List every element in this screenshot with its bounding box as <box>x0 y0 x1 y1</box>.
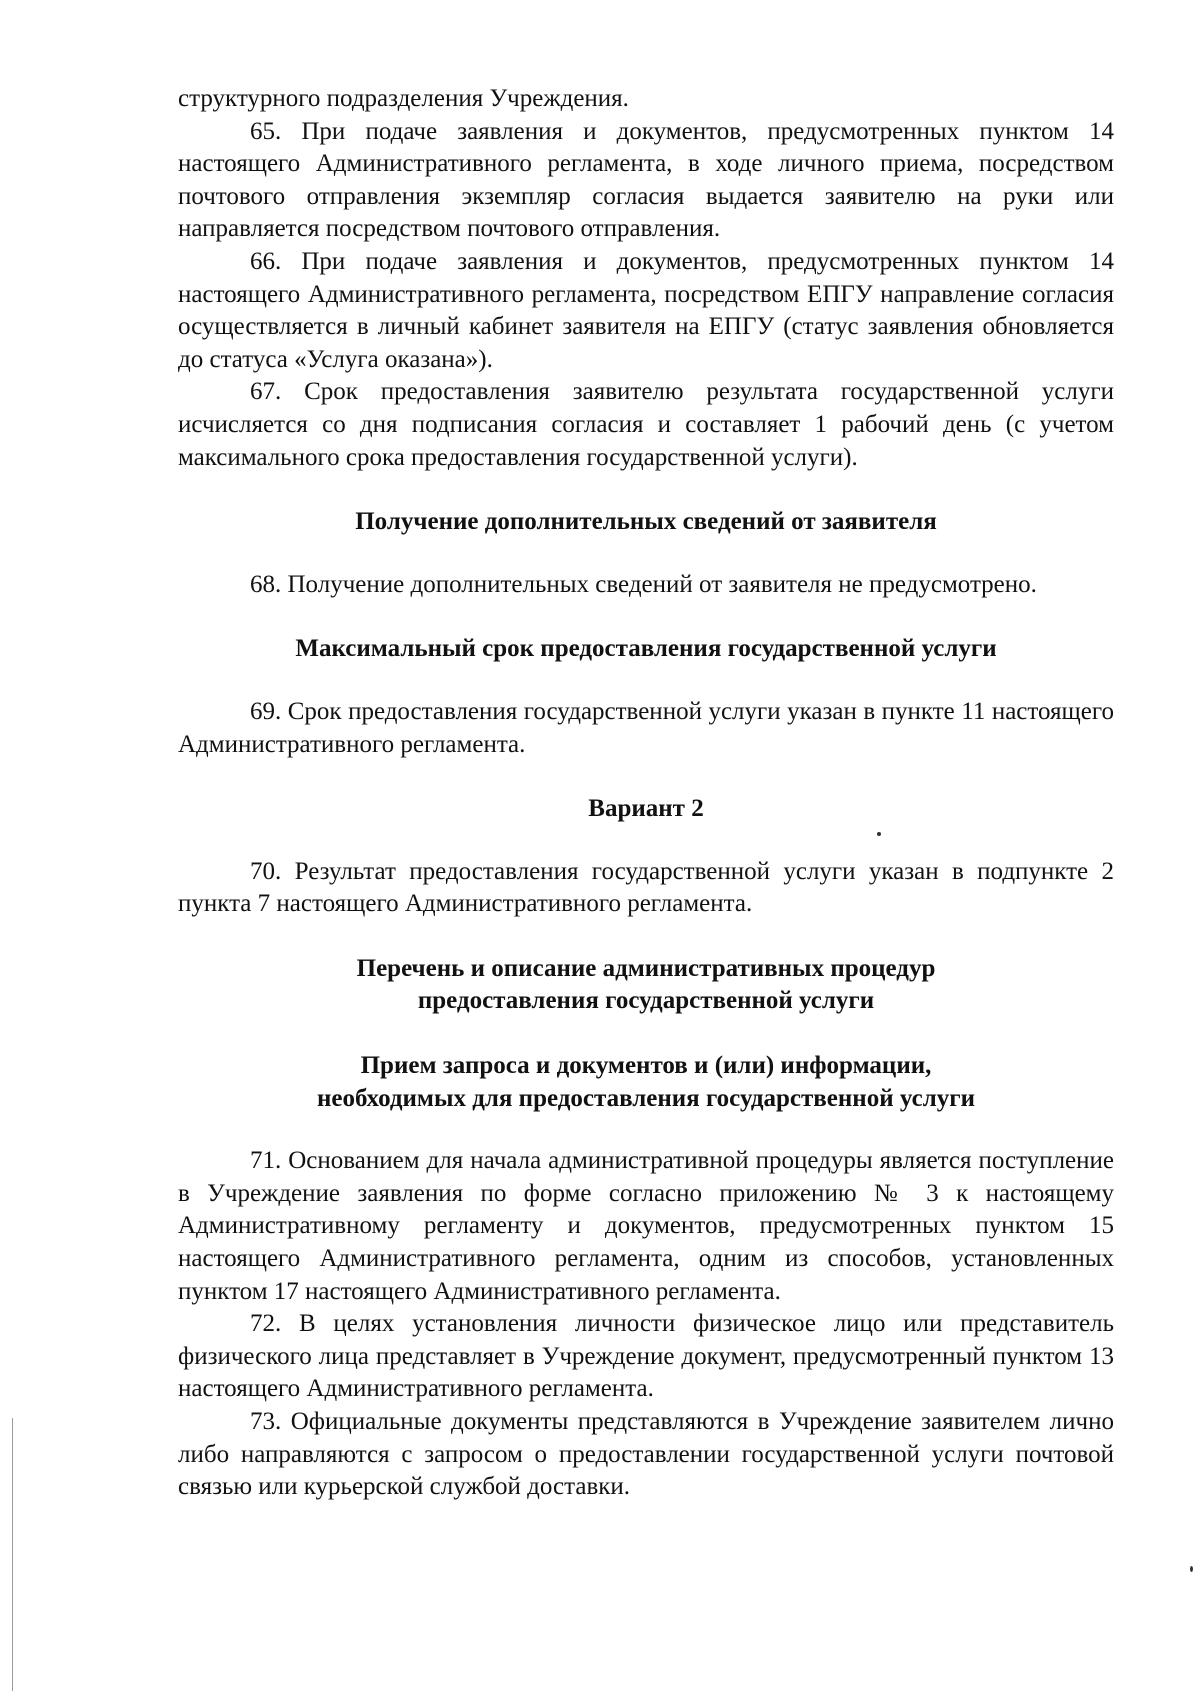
scan-speck <box>877 832 881 836</box>
paragraph-70: 70. Результат предоставления государственной услуги указан в подпункте 2 пункта 7 настоящего Административного регламента. <box>178 857 1114 918</box>
heading-intake-line-2: необходимых для предоставления государственной услуги <box>317 1084 975 1112</box>
paragraph-71: 71. Основанием для начала административной процедуры является поступление в Учреждение заявления по форме согласно приложению № 3 к настоящему Административному регламенту и документов, предусмотренных пунктом 15 настоящего Административного регламента, одним из способов, установленных пунктом 17 настоящего Административного регламента. <box>178 1147 1114 1305</box>
heading-procedures-list-line-2: предоставления государственной услуги <box>417 987 875 1015</box>
paragraph-72: 72. В целях установления личности физическое лицо или представитель физического лица представляет в Учреждение документ, предусмотренный пунктом 13 настоящего Административного регламента. <box>178 1310 1114 1403</box>
paragraph-68: 68. Получение дополнительных сведений от заявителя не предусмотрено. <box>250 570 1037 598</box>
document-body <box>178 83 1114 1504</box>
heading-variant-2: Вариант 2 <box>588 795 704 823</box>
paragraph-continuation: структурного подразделения Учреждения. <box>178 85 629 112</box>
scan-speck <box>1190 1566 1193 1572</box>
scan-margin-line <box>12 1418 13 1691</box>
paragraph-67: 67. Срок предоставления заявителю результата государственной услуги исчисляется со дня подписания согласия и составляет 1 рабочий день (с учетом максимального срока предоставления государственной услуги). <box>178 378 1114 471</box>
paragraph-65: 65. При подаче заявления и документов, предусмотренных пунктом 14 настоящего Административного регламента, в ходе личного приема, посредством почтового отправления экземпляр согласия выдается заявителю на руки или направляется посредством почтового отправления. <box>178 117 1114 243</box>
paragraph-69: 69. Срок предоставления государственной услуги указан в пункте 11 настоящего Административного регламента. <box>178 697 1114 758</box>
heading-max-term: Максимальный срок предоставления государственной услуги <box>295 635 997 663</box>
heading-additional-info: Получение дополнительных сведений от заявителя <box>355 508 937 536</box>
heading-procedures-list-line-1: Перечень и описание административных процедур <box>356 954 936 982</box>
paragraph-73: 73. Официальные документы представляются в Учреждение заявителем лично либо направляются с запросом о предоставлении государственной услуги почтовой связью или курьерской службой доставки. <box>178 1408 1114 1501</box>
heading-intake-line-1: Прием запроса и документов и (или) информации, <box>360 1052 932 1080</box>
paragraph-66: 66. При подаче заявления и документов, предусмотренных пунктом 14 настоящего Административного регламента, посредством ЕПГУ направление согласия осуществляется в личный кабинет заявителя на ЕПГУ (статус заявления обновляется до статуса «Услуга оказана»). <box>178 247 1114 373</box>
